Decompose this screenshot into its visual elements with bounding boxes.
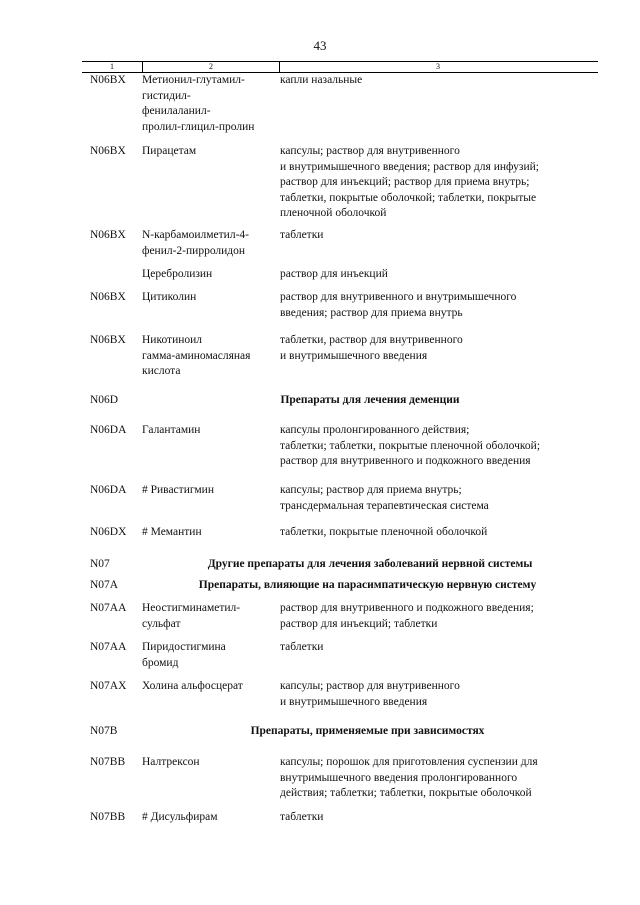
dosage-form-line: капсулы пролонгированного действия;	[280, 424, 470, 436]
dosage-form-line: капли назальные	[280, 74, 363, 86]
drug-name-line: # Дисульфирам	[142, 811, 218, 823]
drug-name-line: Цитиколин	[142, 291, 197, 303]
drug-name-line: фенилаланил-	[142, 105, 211, 117]
dosage-form-line: раствор для инъекций	[280, 268, 388, 280]
atc-code: N06DA	[90, 484, 127, 496]
dosage-form-line: таблетки, раствор для внутривенного	[280, 334, 463, 346]
atc-code: N07A	[90, 579, 119, 591]
dosage-form-line: таблетки, покрытые оболочкой; таблетки, покрытые	[280, 191, 537, 204]
drug-name-line: # Мемантин	[142, 526, 202, 538]
atc-code: N06DA	[90, 424, 127, 436]
dosage-form-line: таблетки; таблетки, покрытые пленочной оболочкой;	[280, 439, 541, 452]
dosage-form-line: таблетки	[280, 229, 324, 241]
dosage-form-line: действия; таблетки; таблетки, покрытые оболочкой	[280, 787, 532, 799]
column-2-header: 2	[142, 62, 280, 72]
dosage-form-line: трансдермальная терапевтическая система	[280, 499, 489, 512]
atc-code: N06BX	[90, 334, 126, 346]
drug-name-line: Церебролизин	[142, 268, 213, 280]
dosage-form-line: введения; раствор для приема внутрь	[280, 306, 463, 319]
dosage-form-line: и внутримышечного введения	[280, 349, 428, 362]
drug-name-line: Пирацетам	[142, 145, 197, 157]
dosage-form-line: капсулы; раствор для внутривенного	[280, 145, 460, 157]
dosage-form-line: таблетки	[280, 641, 324, 653]
drug-name-line: бромид	[142, 656, 179, 669]
drug-name-line: Пиридостигмина	[142, 641, 226, 653]
drug-name-line: N-карбамоилметил-4-	[142, 229, 249, 241]
group-title: Другие препараты для лечения заболеваний нервной системы	[207, 558, 533, 570]
atc-code: N07BB	[90, 756, 126, 768]
dosage-form-line: капсулы; раствор для приема внутрь;	[280, 484, 462, 496]
atc-code: N06BX	[90, 291, 126, 303]
drug-name-line: Метионил-глутамил-	[142, 74, 245, 86]
dosage-form-line: раствор для внутривенного и подкожного введения;	[280, 602, 534, 614]
drug-name-line: кислота	[142, 365, 181, 377]
atc-code: N06D	[90, 394, 119, 406]
dosage-form-line: раствор для внутривенного и внутримышечного	[280, 291, 517, 303]
drug-name-line: Налтрексон	[142, 756, 200, 768]
drug-name-line: пролил-глицил-пролин	[142, 120, 255, 133]
dosage-form-line: и внутримышечного введения; раствор для инфузий;	[280, 160, 539, 173]
dosage-form-line: раствор для внутривенного и подкожного введения	[280, 455, 531, 467]
drug-name-line: Неостигминаметил-	[142, 602, 241, 614]
column-1-header: 1	[110, 62, 114, 71]
drug-name-line: Галантамин	[142, 424, 201, 436]
atc-code: N06BX	[90, 74, 126, 86]
dosage-form-line: пленочной оболочкой	[280, 207, 387, 219]
atc-code: N07B	[90, 725, 118, 737]
drug-name-line: # Ривастигмин	[142, 484, 214, 496]
drug-name-line: Никотиноил	[142, 334, 203, 346]
dosage-form-line: раствор для инъекций; таблетки	[280, 617, 438, 630]
group-title: Препараты, применяемые при зависимостях	[250, 725, 485, 737]
column-3-header: 3	[436, 62, 440, 71]
atc-code: N07AA	[90, 641, 127, 653]
dosage-form-line: и внутримышечного введения	[280, 695, 428, 708]
drug-name-line: гистидил-	[142, 89, 191, 102]
group-title: Препараты, влияющие на парасимпатическую нервную систему	[198, 579, 537, 591]
atc-code: N07BB	[90, 811, 126, 823]
page-number: 43	[313, 38, 327, 53]
dosage-form-line: капсулы; порошок для приготовления суспензии для	[280, 756, 538, 768]
dosage-form-line: таблетки	[280, 811, 324, 823]
atc-code: N06DX	[90, 526, 127, 538]
atc-code: N06BX	[90, 145, 126, 157]
drug-name-line: гамма-аминомасляная	[142, 349, 251, 362]
dosage-form-line: внутримышечного введения пролонгированного	[280, 771, 518, 784]
drug-name-line: сульфат	[142, 617, 181, 630]
atc-code: N07AA	[90, 602, 127, 614]
dosage-form-line: капсулы; раствор для внутривенного	[280, 680, 460, 692]
dosage-form-line: таблетки, покрытые пленочной оболочкой	[280, 526, 488, 538]
atc-code: N06BX	[90, 229, 126, 241]
drug-name-line: фенил-2-пирролидон	[142, 244, 246, 257]
group-title: Препараты для лечения деменции	[280, 394, 460, 406]
drug-name-line: Холина альфосцерат	[142, 680, 243, 692]
atc-code: N07AX	[90, 680, 127, 692]
atc-code: N07	[90, 558, 110, 570]
dosage-form-line: раствор для инъекций; раствор для приема внутрь;	[280, 176, 530, 188]
